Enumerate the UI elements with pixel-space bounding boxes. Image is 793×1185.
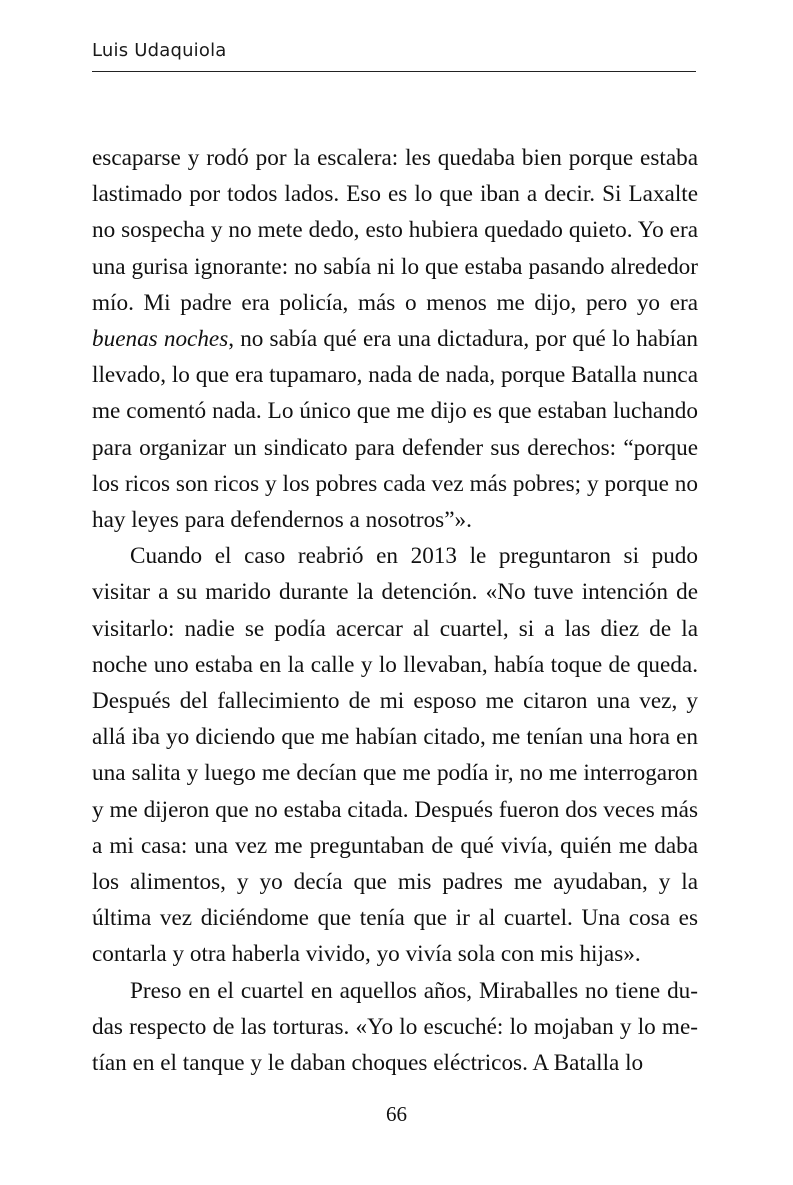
page-number: 66 [386,1102,407,1126]
paragraph-1 [92,140,698,538]
paragraph-2: Cuando el caso reabrió en 2013 le preguntaron si pudo visitar a su marido durante la detención. «No tuve intención de visitarlo: nadie se podía acercar al cuartel, si a las diez de la noche uno estaba en la calle y lo llevaban, había toque de queda. Después del fallecimiento de mi esposo me citaron una vez, y allá iba yo diciendo que me habían citado, me tenían una hora en una salita y luego me decían que me podía ir, no me interrogaron y me dijeron que no estaba citada. Después fueron dos veces más a mi casa: una vez me preguntaban de qué vivía, quién me daba los alimentos, y yo decía que mis padres me ayudaban, y la última vez diciéndome que tenía que ir al cuartel. Una cosa es contarla y otra haberla vivido, yo vivía sola con mis hijas». [92,543,698,968]
header-rule [92,71,696,72]
paragraph-1-text-b: , no sabía qué era una dictadura, por qué lo habían llevado, lo que era tupamaro, nada de nada, porque Batalla nunca me comentó nada. Lo único que me dijo es que estaban luchando para organizar un sindicato para defender sus derechos: “porque los ricos son ricos y los pobres cada vez más pobres; y porque no hay leyes para defendernos a nosotros”». [92,326,698,534]
running-head: Luis Udaquiola [92,40,227,61]
body-text [92,140,698,1081]
paragraph-3: Preso en el cuartel en aquellos años, Miraballes no tiene dudas respecto de las torturas. «Yo lo escuché: lo mojaban y lo metían en el tanque y le daban choques eléctricos. A Batalla lo [92,977,698,1077]
paragraph-1-italic: buenas noches [92,326,229,353]
paragraph-1-text-a: escaparse y rodó por la escalera: les quedaba bien porque estaba lastimado por todos lados. Eso es lo que iban a decir. Si Laxalte no sospecha y no mete dedo, esto hubiera quedado quieto. Yo era una gurisa ignorante: no sabía ni lo que estaba pasando alrededor mío. Mi padre era policía, más o menos me dijo, pero yo era [92,145,698,316]
